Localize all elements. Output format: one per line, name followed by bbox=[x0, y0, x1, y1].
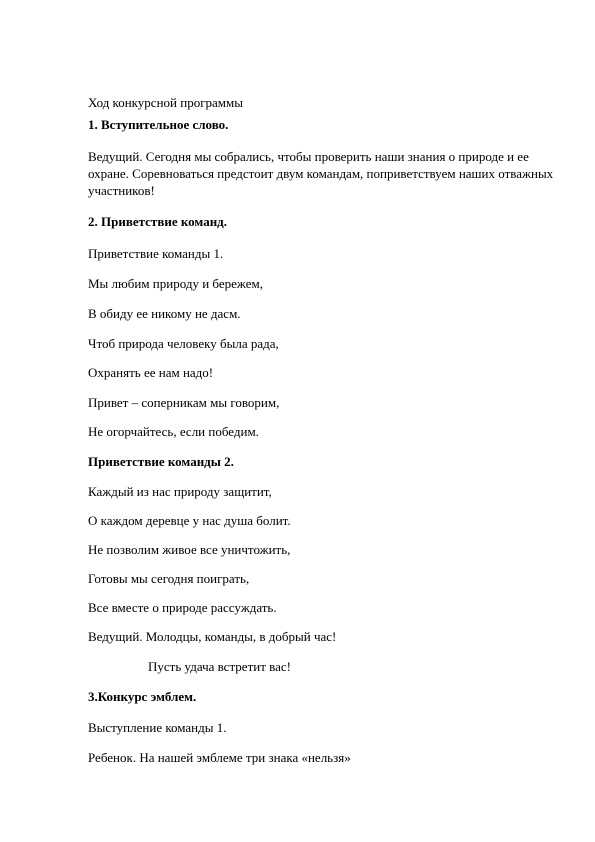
team-2-verse-line: О каждом деревце у нас душа болит. bbox=[88, 513, 291, 528]
team-2-verse-line: Все вместе о природе рассуждать. bbox=[88, 600, 277, 615]
team-1-verse-line: Привет – соперникам мы говорим, bbox=[88, 395, 280, 410]
team-1-verse-line: Чтоб природа человеку была рада, bbox=[88, 336, 279, 351]
team-2-verse-line: Готовы мы сегодня поиграть, bbox=[88, 571, 250, 586]
team-2-greeting-heading: Приветствие команды 2. bbox=[88, 454, 234, 469]
team-1-greeting-label: Приветствие команды 1. bbox=[88, 246, 224, 261]
child-line: Ребенок. На нашей эмблеме три знака «нельзя» bbox=[88, 750, 351, 765]
document-title: Ход конкурсной программы bbox=[88, 95, 243, 110]
host-line: Ведущий. Молодцы, команды, в добрый час! bbox=[88, 629, 337, 644]
team-1-performance-label: Выступление команды 1. bbox=[88, 720, 227, 735]
section-1-paragraph: Ведущий. Сегодня мы собрались, чтобы проверить наши знания о природе и ее охране. Соревноваться предстоит двум командам, поприветствуем наших отважных участников! bbox=[88, 149, 554, 198]
section-3-heading: 3.Конкурс эмблем. bbox=[88, 689, 197, 704]
team-2-verse-line: Не позволим живое все уничтожить, bbox=[88, 542, 291, 557]
team-1-verse-line: Охранять ее нам надо! bbox=[88, 365, 214, 380]
team-1-verse-line: В обиду ее никому не дасм. bbox=[88, 306, 241, 321]
team-1-verse-line: Не огорчайтесь, если победим. bbox=[88, 424, 259, 439]
section-2-heading: 2. Приветствие команд. bbox=[88, 214, 228, 229]
host-line-indented: Пусть удача встретит вас! bbox=[148, 659, 291, 674]
section-1-heading: 1. Вступительное слово. bbox=[88, 117, 229, 132]
team-1-verse-line: Мы любим природу и бережем, bbox=[88, 276, 263, 291]
team-2-verse-line: Каждый из нас природу защитит, bbox=[88, 484, 272, 499]
